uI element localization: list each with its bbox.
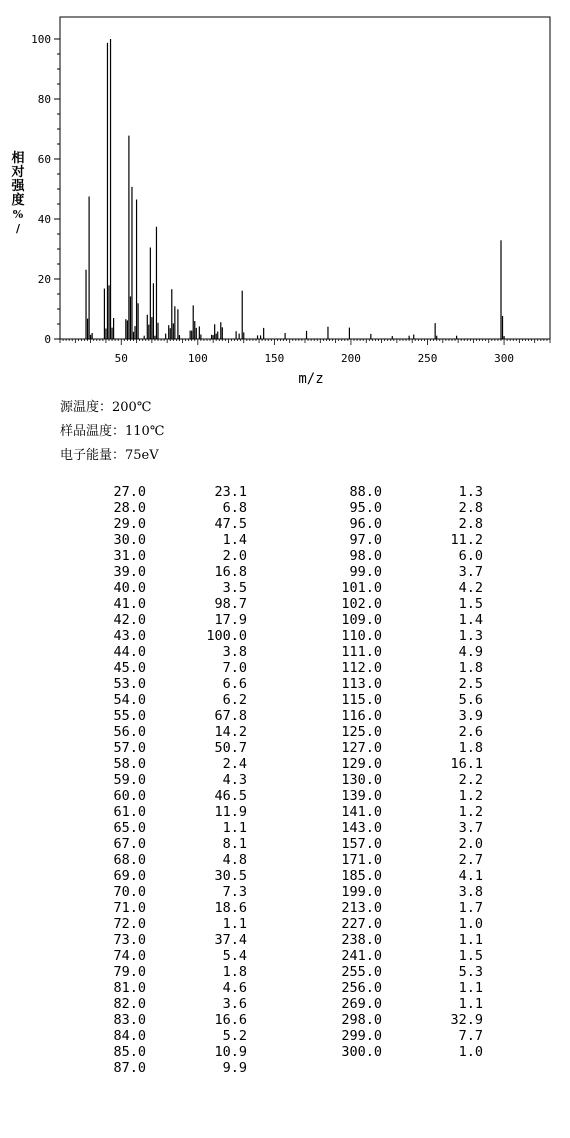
- mz-value: 127.0: [341, 740, 382, 756]
- intensity-value: 6.6: [222, 676, 247, 692]
- mz-value: 99.0: [349, 564, 382, 580]
- mz-value: 116.0: [341, 708, 382, 724]
- table-row: [322, 980, 483, 996]
- mz-value: 61.0: [113, 804, 146, 820]
- intensity-value: 1.5: [458, 948, 483, 964]
- table-row: [86, 852, 247, 868]
- mz-value: 256.0: [341, 980, 382, 996]
- y-tick-label: 0: [44, 333, 51, 346]
- mz-value: 70.0: [113, 884, 146, 900]
- table-row: [322, 900, 483, 916]
- mz-value: 31.0: [113, 548, 146, 564]
- mz-value: 27.0: [113, 484, 146, 500]
- table-row: [322, 1028, 483, 1044]
- table-row: [86, 708, 247, 724]
- intensity-value: 1.2: [458, 804, 483, 820]
- table-row: [322, 820, 483, 836]
- table-row: [322, 516, 483, 532]
- table-row: [86, 548, 247, 564]
- mz-value: 238.0: [341, 932, 382, 948]
- table-row: [322, 996, 483, 1012]
- sample-temperature: 样品温度：110℃: [60, 424, 165, 439]
- mz-value: 30.0: [113, 532, 146, 548]
- mz-value: 29.0: [113, 516, 146, 532]
- intensity-value: 1.4: [458, 612, 483, 628]
- intensity-value: 1.0: [458, 916, 483, 932]
- table-row: [86, 612, 247, 628]
- table-row: [86, 964, 247, 980]
- table-row: [86, 484, 247, 500]
- y-axis: [31, 33, 60, 346]
- table-row: [86, 916, 247, 932]
- mz-value: 299.0: [341, 1028, 382, 1044]
- intensity-value: 16.6: [214, 1012, 247, 1028]
- table-row: [86, 580, 247, 596]
- table-row: [322, 612, 483, 628]
- intensity-value: 3.8: [458, 884, 483, 900]
- mz-value: 74.0: [113, 948, 146, 964]
- mz-value: 95.0: [349, 500, 382, 516]
- intensity-value: 1.2: [458, 788, 483, 804]
- mz-value: 269.0: [341, 996, 382, 1012]
- intensity-value: 3.8: [222, 644, 247, 660]
- table-row: [86, 756, 247, 772]
- table-row: [86, 1060, 247, 1076]
- peak-table-left: [86, 484, 247, 1076]
- mz-value: 115.0: [341, 692, 382, 708]
- table-row: [86, 500, 247, 516]
- y-tick-label: 80: [37, 93, 51, 106]
- mz-value: 113.0: [341, 676, 382, 692]
- mz-value: 81.0: [113, 980, 146, 996]
- table-row: [322, 1012, 483, 1028]
- table-row: [86, 804, 247, 820]
- plot-frame: [60, 17, 550, 339]
- table-row: [322, 756, 483, 772]
- mz-value: 141.0: [341, 804, 382, 820]
- table-row: [322, 740, 483, 756]
- x-axis-label: m/z: [298, 371, 324, 387]
- intensity-value: 4.2: [458, 580, 483, 596]
- mz-value: 185.0: [341, 868, 382, 884]
- y-tick-label: 40: [37, 213, 51, 226]
- intensity-value: 5.6: [458, 692, 483, 708]
- table-row: [322, 708, 483, 724]
- mz-value: 110.0: [341, 628, 382, 644]
- intensity-value: 30.5: [214, 868, 247, 884]
- table-row: [322, 564, 483, 580]
- intensity-value: 7.3: [222, 884, 247, 900]
- x-tick-label: 100: [187, 352, 208, 365]
- table-row: [322, 580, 483, 596]
- intensity-value: 1.8: [458, 740, 483, 756]
- mz-value: 79.0: [113, 964, 146, 980]
- mz-value: 157.0: [341, 836, 382, 852]
- intensity-value: 2.2: [458, 772, 483, 788]
- intensity-value: 18.6: [214, 900, 247, 916]
- mz-value: 213.0: [341, 900, 382, 916]
- mz-value: 101.0: [341, 580, 382, 596]
- mz-value: 40.0: [113, 580, 146, 596]
- table-row: [86, 884, 247, 900]
- intensity-value: 1.1: [458, 980, 483, 996]
- y-tick-label: 20: [37, 273, 51, 286]
- intensity-value: 9.9: [222, 1060, 247, 1076]
- intensity-value: 1.1: [458, 932, 483, 948]
- x-tick-label: 50: [114, 352, 128, 365]
- table-row: [86, 932, 247, 948]
- mz-value: 53.0: [113, 676, 146, 692]
- mz-value: 73.0: [113, 932, 146, 948]
- table-row: [86, 596, 247, 612]
- electron-energy: 电子能量：75eV: [60, 448, 159, 463]
- mz-value: 68.0: [113, 852, 146, 868]
- intensity-value: 5.4: [222, 948, 247, 964]
- mz-value: 139.0: [341, 788, 382, 804]
- mz-value: 67.0: [113, 836, 146, 852]
- table-row: [322, 548, 483, 564]
- intensity-value: 2.0: [222, 548, 247, 564]
- table-row: [86, 676, 247, 692]
- table-row: [322, 660, 483, 676]
- mz-value: 300.0: [341, 1044, 382, 1060]
- intensity-value: 2.8: [458, 500, 483, 516]
- mz-value: 28.0: [113, 500, 146, 516]
- table-row: [86, 628, 247, 644]
- table-row: [86, 1028, 247, 1044]
- mz-value: 112.0: [341, 660, 382, 676]
- table-row: [86, 868, 247, 884]
- table-row: [86, 900, 247, 916]
- mz-value: 39.0: [113, 564, 146, 580]
- mz-value: 227.0: [341, 916, 382, 932]
- table-row: [86, 1012, 247, 1028]
- intensity-value: 2.8: [458, 516, 483, 532]
- intensity-value: 100.0: [206, 628, 247, 644]
- mz-value: 83.0: [113, 1012, 146, 1028]
- table-row: [86, 564, 247, 580]
- mz-value: 171.0: [341, 852, 382, 868]
- table-row: [86, 980, 247, 996]
- mz-value: 57.0: [113, 740, 146, 756]
- mz-value: 143.0: [341, 820, 382, 836]
- table-row: [322, 916, 483, 932]
- table-row: [322, 1044, 483, 1060]
- intensity-value: 37.4: [214, 932, 247, 948]
- mz-value: 88.0: [349, 484, 382, 500]
- table-row: [86, 836, 247, 852]
- intensity-value: 2.6: [458, 724, 483, 740]
- table-row: [86, 692, 247, 708]
- x-tick-label: 150: [264, 352, 285, 365]
- intensity-value: 1.3: [458, 484, 483, 500]
- mz-value: 298.0: [341, 1012, 382, 1028]
- table-row: [86, 724, 247, 740]
- table-row: [322, 932, 483, 948]
- intensity-value: 2.0: [458, 836, 483, 852]
- intensity-value: 16.1: [450, 756, 483, 772]
- intensity-value: 50.7: [214, 740, 247, 756]
- intensity-value: 2.5: [458, 676, 483, 692]
- mz-value: 65.0: [113, 820, 146, 836]
- intensity-value: 1.5: [458, 596, 483, 612]
- table-row: [322, 628, 483, 644]
- intensity-value: 14.2: [214, 724, 247, 740]
- intensity-value: 1.1: [458, 996, 483, 1012]
- intensity-value: 1.3: [458, 628, 483, 644]
- mz-value: 87.0: [113, 1060, 146, 1076]
- intensity-value: 3.6: [222, 996, 247, 1012]
- table-row: [322, 692, 483, 708]
- y-tick-label: 100: [31, 33, 51, 46]
- mz-value: 129.0: [341, 756, 382, 772]
- mz-value: 43.0: [113, 628, 146, 644]
- intensity-value: 5.2: [222, 1028, 247, 1044]
- mz-value: 45.0: [113, 660, 146, 676]
- table-row: [322, 804, 483, 820]
- table-row: [86, 772, 247, 788]
- intensity-value: 11.9: [214, 804, 247, 820]
- mz-value: 55.0: [113, 708, 146, 724]
- x-axis: [60, 339, 550, 365]
- intensity-value: 23.1: [214, 484, 247, 500]
- mz-value: 71.0: [113, 900, 146, 916]
- intensity-value: 46.5: [214, 788, 247, 804]
- intensity-value: 1.8: [458, 660, 483, 676]
- intensity-value: 5.3: [458, 964, 483, 980]
- table-row: [322, 596, 483, 612]
- intensity-value: 1.1: [222, 916, 247, 932]
- intensity-value: 2.7: [458, 852, 483, 868]
- acquisition-conditions: [60, 396, 164, 468]
- table-row: [86, 660, 247, 676]
- mz-value: 42.0: [113, 612, 146, 628]
- intensity-value: 7.0: [222, 660, 247, 676]
- intensity-value: 98.7: [214, 596, 247, 612]
- table-row: [322, 676, 483, 692]
- mz-value: 56.0: [113, 724, 146, 740]
- intensity-value: 3.9: [458, 708, 483, 724]
- table-row: [86, 996, 247, 1012]
- mz-value: 125.0: [341, 724, 382, 740]
- peak-table-right: [322, 484, 483, 1060]
- mz-value: 130.0: [341, 772, 382, 788]
- table-row: [322, 948, 483, 964]
- intensity-value: 17.9: [214, 612, 247, 628]
- intensity-value: 1.1: [222, 820, 247, 836]
- table-row: [322, 836, 483, 852]
- mz-value: 84.0: [113, 1028, 146, 1044]
- x-tick-label: 300: [494, 352, 514, 365]
- intensity-value: 3.5: [222, 580, 247, 596]
- table-row: [86, 516, 247, 532]
- table-row: [322, 500, 483, 516]
- mz-value: 111.0: [341, 644, 382, 660]
- mz-value: 44.0: [113, 644, 146, 660]
- mz-value: 58.0: [113, 756, 146, 772]
- table-row: [322, 484, 483, 500]
- intensity-value: 11.2: [450, 532, 483, 548]
- intensity-value: 32.9: [450, 1012, 483, 1028]
- intensity-value: 67.8: [214, 708, 247, 724]
- mz-value: 41.0: [113, 596, 146, 612]
- intensity-value: 1.4: [222, 532, 247, 548]
- intensity-value: 10.9: [214, 1044, 247, 1060]
- intensity-value: 6.0: [458, 548, 483, 564]
- source-temperature: 源温度：200℃: [60, 400, 152, 415]
- table-row: [86, 644, 247, 660]
- intensity-value: 4.6: [222, 980, 247, 996]
- x-tick-label: 200: [341, 352, 361, 365]
- intensity-value: 6.2: [222, 692, 247, 708]
- table-row: [86, 740, 247, 756]
- intensity-value: 4.3: [222, 772, 247, 788]
- mz-value: 98.0: [349, 548, 382, 564]
- intensity-value: 6.8: [222, 500, 247, 516]
- mz-value: 199.0: [341, 884, 382, 900]
- intensity-value: 4.8: [222, 852, 247, 868]
- mz-value: 102.0: [341, 596, 382, 612]
- mz-value: 69.0: [113, 868, 146, 884]
- mz-value: 54.0: [113, 692, 146, 708]
- table-row: [322, 532, 483, 548]
- intensity-value: 3.7: [458, 820, 483, 836]
- table-row: [86, 820, 247, 836]
- mz-value: 60.0: [113, 788, 146, 804]
- table-row: [322, 852, 483, 868]
- intensity-value: 8.1: [222, 836, 247, 852]
- spectrum-peaks: [86, 39, 504, 339]
- mz-value: 241.0: [341, 948, 382, 964]
- mz-value: 82.0: [113, 996, 146, 1012]
- table-row: [86, 788, 247, 804]
- table-row: [322, 724, 483, 740]
- table-row: [322, 788, 483, 804]
- table-row: [86, 948, 247, 964]
- table-row: [322, 964, 483, 980]
- table-row: [322, 644, 483, 660]
- table-row: [322, 772, 483, 788]
- x-tick-label: 250: [417, 352, 438, 365]
- y-axis-label: 相对强度% /: [11, 151, 25, 235]
- intensity-value: 7.7: [458, 1028, 483, 1044]
- intensity-value: 4.9: [458, 644, 483, 660]
- intensity-value: 2.4: [222, 756, 247, 772]
- mz-value: 85.0: [113, 1044, 146, 1060]
- table-row: [322, 868, 483, 884]
- intensity-value: 1.7: [458, 900, 483, 916]
- intensity-value: 16.8: [214, 564, 247, 580]
- intensity-value: 1.0: [458, 1044, 483, 1060]
- mz-value: 255.0: [341, 964, 382, 980]
- table-row: [322, 884, 483, 900]
- mz-value: 96.0: [349, 516, 382, 532]
- intensity-value: 47.5: [214, 516, 247, 532]
- table-row: [86, 532, 247, 548]
- y-tick-label: 60: [37, 153, 51, 166]
- mz-value: 97.0: [349, 532, 382, 548]
- mz-value: 59.0: [113, 772, 146, 788]
- intensity-value: 1.8: [222, 964, 247, 980]
- mz-value: 72.0: [113, 916, 146, 932]
- intensity-value: 4.1: [458, 868, 483, 884]
- intensity-value: 3.7: [458, 564, 483, 580]
- mz-value: 109.0: [341, 612, 382, 628]
- mass-spectrum-chart: [0, 0, 570, 392]
- table-row: [86, 1044, 247, 1060]
